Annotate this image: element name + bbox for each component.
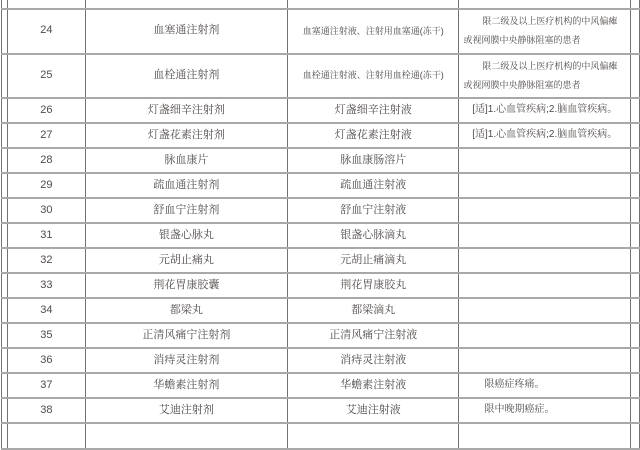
edge-cell bbox=[630, 98, 639, 123]
dosage-form-cell: 艾迪注射液 bbox=[288, 398, 459, 423]
dosage-form-cell bbox=[288, 0, 459, 9]
row-number-cell: 28 bbox=[7, 148, 85, 173]
table-row bbox=[2, 123, 640, 148]
row-number-cell: 36 bbox=[7, 348, 85, 373]
table-row bbox=[2, 298, 640, 323]
row-number-cell: 29 bbox=[7, 173, 85, 198]
table-row bbox=[2, 173, 640, 198]
note-cell bbox=[459, 173, 631, 198]
drug-name-cell: 血塞通注射剂 bbox=[85, 9, 287, 54]
drug-name-cell: 银盏心脉丸 bbox=[85, 223, 287, 248]
table-row bbox=[2, 198, 640, 223]
row-number-cell: 33 bbox=[7, 273, 85, 298]
row-number-cell bbox=[7, 0, 85, 9]
table-row-partial bbox=[2, 0, 640, 9]
dosage-form-cell: 消痔灵注射液 bbox=[288, 348, 459, 373]
drug-name-cell: 脉血康片 bbox=[85, 148, 287, 173]
note-cell: 限中晚期癌症。 bbox=[459, 398, 631, 423]
note-cell bbox=[459, 323, 631, 348]
table-row bbox=[2, 54, 640, 99]
table-row bbox=[2, 323, 640, 348]
edge-cell bbox=[630, 248, 639, 273]
table-row bbox=[2, 398, 640, 423]
drug-name-cell: 艾迪注射剂 bbox=[85, 398, 287, 423]
drug-name-cell: 华蟾素注射剂 bbox=[85, 373, 287, 398]
drug-name-cell: 都梁丸 bbox=[85, 298, 287, 323]
row-number-cell: 30 bbox=[7, 198, 85, 223]
note-cell bbox=[459, 0, 631, 9]
row-number-cell: 26 bbox=[7, 98, 85, 123]
dosage-form-cell: 都梁滴丸 bbox=[288, 298, 459, 323]
table-row bbox=[2, 223, 640, 248]
edge-cell bbox=[630, 323, 639, 348]
edge-cell bbox=[630, 0, 639, 9]
row-number-cell: 38 bbox=[7, 398, 85, 423]
edge-cell bbox=[630, 273, 639, 298]
dosage-form-cell: 脉血康肠溶片 bbox=[288, 148, 459, 173]
dosage-form-cell: 血栓通注射液、注射用血栓通(冻干) bbox=[288, 54, 459, 99]
edge-cell bbox=[630, 348, 639, 373]
drug-name-cell: 灯盏花素注射剂 bbox=[85, 123, 287, 148]
drug-name-cell bbox=[85, 0, 287, 9]
table-row bbox=[2, 98, 640, 123]
drug-name-cell: 荆花胃康胶囊 bbox=[85, 273, 287, 298]
edge-cell bbox=[630, 54, 639, 99]
dosage-form-cell: 银盏心脉滴丸 bbox=[288, 223, 459, 248]
drug-name-cell: 灯盏细辛注射剂 bbox=[85, 98, 287, 123]
row-number-cell: 35 bbox=[7, 323, 85, 348]
table-row bbox=[2, 373, 640, 398]
dosage-form-cell: 荆花胃康胶丸 bbox=[288, 273, 459, 298]
edge-cell bbox=[630, 173, 639, 198]
note-cell: 限二级及以上医疗机构的中风偏瘫或视网膜中央静脉阻塞的患者 bbox=[459, 54, 631, 99]
note-cell bbox=[459, 298, 631, 323]
row-number-cell: 25 bbox=[7, 54, 85, 99]
edge-cell bbox=[630, 223, 639, 248]
dosage-form-cell: 灯盏细辛注射液 bbox=[288, 98, 459, 123]
note-cell bbox=[459, 198, 631, 223]
table-row bbox=[2, 148, 640, 173]
dosage-form-cell: 疏血通注射液 bbox=[288, 173, 459, 198]
document-page bbox=[1, 0, 640, 450]
table-row bbox=[2, 273, 640, 298]
row-number-cell: 31 bbox=[7, 223, 85, 248]
edge-cell bbox=[630, 9, 639, 54]
edge-cell bbox=[630, 398, 639, 423]
drug-list-table bbox=[1, 0, 640, 450]
edge-cell bbox=[630, 198, 639, 223]
drug-name-cell: 元胡止痛丸 bbox=[85, 248, 287, 273]
row-number-cell: 24 bbox=[7, 9, 85, 54]
edge-cell bbox=[630, 298, 639, 323]
note-cell: 限二级及以上医疗机构的中风偏瘫或视网膜中央静脉阻塞的患者 bbox=[459, 9, 631, 54]
note-cell bbox=[459, 273, 631, 298]
note-cell bbox=[459, 248, 631, 273]
edge-cell bbox=[630, 123, 639, 148]
dosage-form-cell: 元胡止痛滴丸 bbox=[288, 248, 459, 273]
drug-name-cell: 消痔灵注射剂 bbox=[85, 348, 287, 373]
row-number-cell: 32 bbox=[7, 248, 85, 273]
dosage-form-cell: 血塞通注射液、注射用血塞通(冻干) bbox=[288, 9, 459, 54]
drug-name-cell: 舒血宁注射剂 bbox=[85, 198, 287, 223]
dosage-form-cell: 灯盏花素注射液 bbox=[288, 123, 459, 148]
note-cell: 限癌症疼痛。 bbox=[459, 373, 631, 398]
note-cell bbox=[459, 148, 631, 173]
dosage-form-cell: 华蟾素注射液 bbox=[288, 373, 459, 398]
table-row bbox=[2, 248, 640, 273]
note-cell: [适]1.心血管疾病;2.脑血管疾病。 bbox=[459, 98, 631, 123]
row-number-cell: 27 bbox=[7, 123, 85, 148]
edge-cell bbox=[630, 148, 639, 173]
dosage-form-cell: 正清风痛宁注射液 bbox=[288, 323, 459, 348]
note-cell: [适]1.心血管疾病;2.脑血管疾病。 bbox=[459, 123, 631, 148]
note-cell bbox=[459, 348, 631, 373]
table-row bbox=[2, 9, 640, 54]
table-row bbox=[2, 348, 640, 373]
edge-cell bbox=[630, 373, 639, 398]
drug-name-cell: 正清风痛宁注射剂 bbox=[85, 323, 287, 348]
row-number-cell: 34 bbox=[7, 298, 85, 323]
drug-name-cell: 血栓通注射剂 bbox=[85, 54, 287, 99]
dosage-form-cell: 舒血宁注射液 bbox=[288, 198, 459, 223]
note-cell bbox=[459, 223, 631, 248]
drug-name-cell: 疏血通注射剂 bbox=[85, 173, 287, 198]
row-number-cell: 37 bbox=[7, 373, 85, 398]
